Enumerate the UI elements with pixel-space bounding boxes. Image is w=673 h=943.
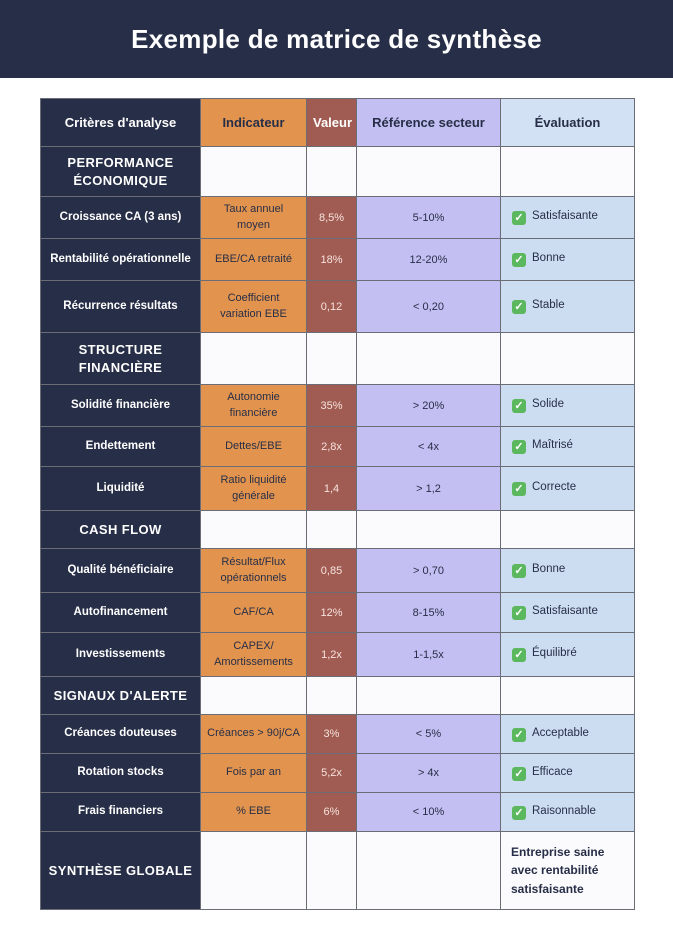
reference-cell: 12-20% [357,239,501,281]
indicator-cell: Coefficient variation EBE [201,281,307,333]
table-row [41,754,635,793]
reference-cell: < 5% [357,715,501,754]
empty-cell [357,832,501,910]
evaluation-label: Satisfaisante [532,210,598,222]
empty-cell [357,333,501,385]
reference-cell: > 4x [357,754,501,793]
value-cell: 2,8x [307,427,357,467]
criteria-cell: Autofinancement [41,593,201,633]
criteria-cell: Investissements [41,633,201,677]
empty-cell [501,511,635,549]
criteria-cell: Liquidité [41,467,201,511]
empty-cell [501,147,635,197]
reference-cell: > 1,2 [357,467,501,511]
criteria-cell: Créances douteuses [41,715,201,754]
evaluation-cell [501,593,635,633]
empty-cell [307,511,357,549]
page-title: Exemple de matrice de synthèse [131,23,542,54]
evaluation-cell [501,197,635,239]
section-header: PERFORMANCE ÉCONOMIQUE [41,147,201,197]
indicator-cell: EBE/​CA retraité [201,239,307,281]
check-icon: ✓ [512,728,526,742]
criteria-cell: Rentabilité opérationnelle [41,239,201,281]
value-cell: 8,5% [307,197,357,239]
empty-cell [357,147,501,197]
reference-cell: < 0,20 [357,281,501,333]
table-row [41,281,635,333]
column-header-reference: Référence secteur [357,99,501,147]
evaluation-label: Correcte [532,481,577,493]
value-cell: 18% [307,239,357,281]
check-icon: ✓ [512,564,526,578]
global-evaluation-cell: Entreprise saine avec rentabilité satisfaisante [501,832,635,910]
column-header-criteres: Critères d'analyse [41,99,201,147]
evaluation-cell [501,715,635,754]
table-row [41,633,635,677]
table-body [41,147,635,910]
table-row [41,467,635,511]
empty-cell [501,677,635,715]
section-header: STRUCTURE FINANCIÈRE [41,333,201,385]
empty-cell [307,333,357,385]
table-row [41,239,635,281]
value-cell: 12% [307,593,357,633]
reference-cell: 8-15% [357,593,501,633]
indicator-cell: Créances > 90j/​CA [201,715,307,754]
column-header-valeur: Valeur [307,99,357,147]
evaluation-label: Solide [532,398,564,410]
synthesis-header: SYNTHÈSE GLOBALE [41,832,201,910]
check-icon: ✓ [512,806,526,820]
criteria-cell: Frais financiers [41,793,201,832]
reference-cell: > 20% [357,385,501,427]
evaluation-label: Efficace [532,765,573,778]
check-icon: ✓ [512,300,526,314]
title-banner [0,0,673,78]
indicator-cell: Résultat/​Flux opérationnels [201,549,307,593]
reference-cell: > 0,70 [357,549,501,593]
check-icon: ✓ [512,606,526,620]
empty-cell [307,677,357,715]
evaluation-label: Stable [532,299,565,311]
check-icon: ✓ [512,648,526,662]
criteria-cell: Croissance CA (3 ans) [41,197,201,239]
section-row [41,333,635,385]
evaluation-label: Maîtrisé [532,439,573,451]
empty-cell [201,147,307,197]
evaluation-cell [501,467,635,511]
empty-cell [357,677,501,715]
value-cell: 6% [307,793,357,832]
evaluation-cell [501,239,635,281]
column-header-evaluation: Évaluation [501,99,635,147]
indicator-cell: CAPEX/​Amortissements [201,633,307,677]
indicator-cell: Ratio liquidité générale [201,467,307,511]
empty-cell [501,333,635,385]
synthesis-row [41,832,635,910]
table-row [41,793,635,832]
section-row [41,677,635,715]
table-row [41,715,635,754]
criteria-cell: Rotation stocks [41,754,201,793]
check-icon: ✓ [512,482,526,496]
evaluation-label: Bonne [532,252,566,264]
value-cell: 0,85 [307,549,357,593]
evaluation-label: Équilibré [532,647,577,659]
check-icon: ✓ [512,253,526,267]
evaluation-label: Acceptable [532,726,589,739]
value-cell: 3% [307,715,357,754]
evaluation-cell [501,633,635,677]
indicator-cell: % EBE [201,793,307,832]
column-header-indicateur: Indicateur [201,99,307,147]
evaluation-cell [501,427,635,467]
indicator-cell: Fois par an [201,754,307,793]
indicator-cell: CAF/​CA [201,593,307,633]
evaluation-label: Raisonnable [532,804,596,817]
evaluation-cell [501,549,635,593]
table-header-row [41,99,635,147]
value-cell: 5,2x [307,754,357,793]
reference-cell: < 10% [357,793,501,832]
table-row [41,549,635,593]
empty-cell [201,511,307,549]
value-cell: 0,12 [307,281,357,333]
value-cell: 35% [307,385,357,427]
section-header: CASH FLOW [41,511,201,549]
check-icon: ✓ [512,399,526,413]
value-cell: 1,4 [307,467,357,511]
evaluation-label: Bonne [532,563,566,575]
check-icon: ✓ [512,440,526,454]
indicator-cell: Dettes/​EBE [201,427,307,467]
synthesis-matrix-table [40,98,635,910]
table-row [41,197,635,239]
table-row [41,593,635,633]
indicator-cell: Taux annuel moyen [201,197,307,239]
value-cell: 1,2x [307,633,357,677]
table-row [41,427,635,467]
evaluation-cell [501,754,635,793]
empty-cell [201,333,307,385]
evaluation-label: Satisfaisante [532,605,598,617]
empty-cell [201,677,307,715]
reference-cell: 5-10% [357,197,501,239]
section-row [41,147,635,197]
reference-cell: < 4x [357,427,501,467]
criteria-cell: Qualité bénéficiaire [41,549,201,593]
section-row [41,511,635,549]
reference-cell: 1-1,5x [357,633,501,677]
evaluation-cell [501,281,635,333]
section-header: SIGNAUX D'ALERTE [41,677,201,715]
criteria-cell: Récurrence résultats [41,281,201,333]
indicator-cell: Autonomie financière [201,385,307,427]
empty-cell [307,832,357,910]
evaluation-cell [501,385,635,427]
criteria-cell: Solidité financière [41,385,201,427]
criteria-cell: Endettement [41,427,201,467]
empty-cell [307,147,357,197]
empty-cell [357,511,501,549]
evaluation-cell [501,793,635,832]
check-icon: ✓ [512,767,526,781]
check-icon: ✓ [512,211,526,225]
table-row [41,385,635,427]
empty-cell [201,832,307,910]
